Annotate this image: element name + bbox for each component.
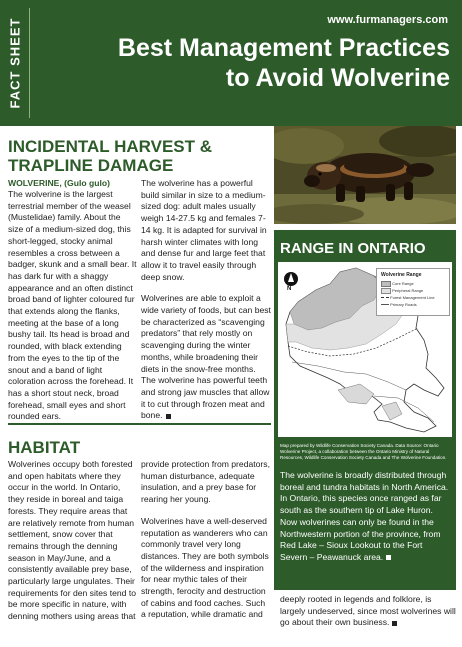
habitat-column-2 xyxy=(141,459,271,631)
species-name: WOLVERINE, (Gulo gulo) xyxy=(8,178,110,188)
range-description-panel xyxy=(274,466,456,590)
range-description xyxy=(280,470,450,564)
peripheral-range-swatch xyxy=(381,288,391,294)
legend-label-forest-line: Forest Management Line xyxy=(390,295,435,300)
incidental-paragraph-2: The wolverine has a powerful build similar in size to a medium-sized dog: adult males usually weigh 14-27.5 kg and females 7-14 kg. It is adapted for survival in harsh winter climates with long and dense fur and large feet that allow it to travel easily through deep snow. xyxy=(141,178,267,282)
incidental-column-2 xyxy=(141,178,271,432)
habitat-paragraph-2: provide protection from predators, human disturbance, adequate insulation, and a prey base for rearing her young. xyxy=(141,459,270,505)
map-legend xyxy=(376,268,450,316)
incidental-paragraph-1: The wolverine is the largest terrestrial member of the weasel (Mustelidae) family. About the size of a medium-sized dog, this short-legged, stocky animal resembles a cross between a badger, skunk and a small bear. It has dark fur with a shaggy appearance and an often distinct broad band of lighter coloured fur that extends along the flanks, meeting at the base of a long bushy tail. Its head is broad and rounded, with black extending from the eyes to the tip of the snout and a band of light coloration across the forehead. It has a short stout neck, broad forehead, small eyes and short rounded ears. xyxy=(8,189,137,422)
end-mark-icon xyxy=(392,621,397,626)
legend-item-forest-line xyxy=(381,295,435,300)
legend-item-core xyxy=(381,281,414,287)
incidental-harvest-heading: INCIDENTAL HARVEST & TRAPLINE DAMAGE xyxy=(8,137,213,175)
fact-sheet-label: FACT SHEET xyxy=(7,17,23,109)
legend-label-peripheral: Peripheral Range xyxy=(392,288,424,294)
fact-sheet-tab xyxy=(0,0,30,126)
divider xyxy=(29,8,30,118)
incidental-column-1 xyxy=(8,189,138,423)
legend-label-core: Core Range xyxy=(392,281,414,287)
range-heading: RANGE IN ONTARIO xyxy=(280,240,426,257)
incidental-paragraph-3 xyxy=(141,293,271,422)
website-url[interactable]: www.furmanagers.com xyxy=(327,14,448,26)
forest-line-swatch xyxy=(381,297,389,298)
incidental-paragraph-3-text: Wolverines are able to exploit a wide variety of foods, but can best be characterized as “scavenging predators” that rely mostly on scavenging during the winter months, while broadening their diets in the snow-free months. The wolverine has powerful teeth and strong jaw muscles that allow it to cut through frozen meat and bone. xyxy=(141,293,271,421)
roads-swatch xyxy=(381,304,389,305)
page-title-line1: Best Management Practices xyxy=(117,34,450,62)
page-title-line2: to Avoid Wolverine xyxy=(225,64,450,92)
end-mark-icon xyxy=(386,555,391,560)
habitat-continuation xyxy=(280,594,456,629)
core-range-swatch xyxy=(381,281,391,287)
header-banner xyxy=(0,0,462,126)
legend-title: Wolverine Range xyxy=(381,272,422,278)
legend-item-peripheral xyxy=(381,288,423,294)
habitat-paragraph-4 xyxy=(280,594,456,629)
legend-item-roads xyxy=(381,302,417,307)
end-mark-icon xyxy=(166,414,171,419)
range-panel xyxy=(274,230,456,466)
map-caption: Map prepared by Wildlife Conservation Society Canada. Data Source: Ontario Wolverine Project, a collaboration between the Ontario Ministry of Natural Resources, Wildlife Conservation Society Canada and The Wolverine Foundation. xyxy=(280,443,447,460)
north-label: N xyxy=(287,286,292,292)
habitat-paragraph-3: Wolverines have a well-deserved reputation as wanderers who can commonly travel very long distances. They are both symbols of the wilderness and inspiration for near mythic tales of their strength, ferocity and destruction of cabins and food caches. Such a reputation, while dramatic and xyxy=(141,515,269,620)
range-description-text: The wolverine is broadly distributed through boreal and tundra habitats in North America. In Ontario, this species once ranged as far south as the southern tip of Lake Huron. Now wolverines can only be found in the Northwestern portion of the province, from Red Lake – Sioux Lookout to the Fort Severn – Peawanuck area. xyxy=(280,470,449,562)
legend-label-roads: Primary Roads xyxy=(390,302,417,307)
habitat-column-1 xyxy=(8,459,138,623)
habitat-paragraph-4-text: deeply rooted in legends and folklore, is largely undeserved, since most wolverines will go about their own business. xyxy=(280,594,456,628)
wolverine-photo xyxy=(274,126,456,224)
habitat-heading: HABITAT xyxy=(8,438,81,457)
range-map xyxy=(278,262,452,437)
section-divider xyxy=(8,423,271,425)
habitat-paragraph-1: Wolverines occupy both forested and open habitats where they occur in the world. In Ontario, they reside in boreal and taiga forests. They require areas that are relatively remote from human settlement, snow cover that remains through the denning season in May/June, and a consistently available prey base, particularly large ungulates. Their requirements for den sites tend to be more specific in nature, with denning mothers using areas that xyxy=(8,459,137,622)
north-arrow-icon xyxy=(284,272,298,286)
